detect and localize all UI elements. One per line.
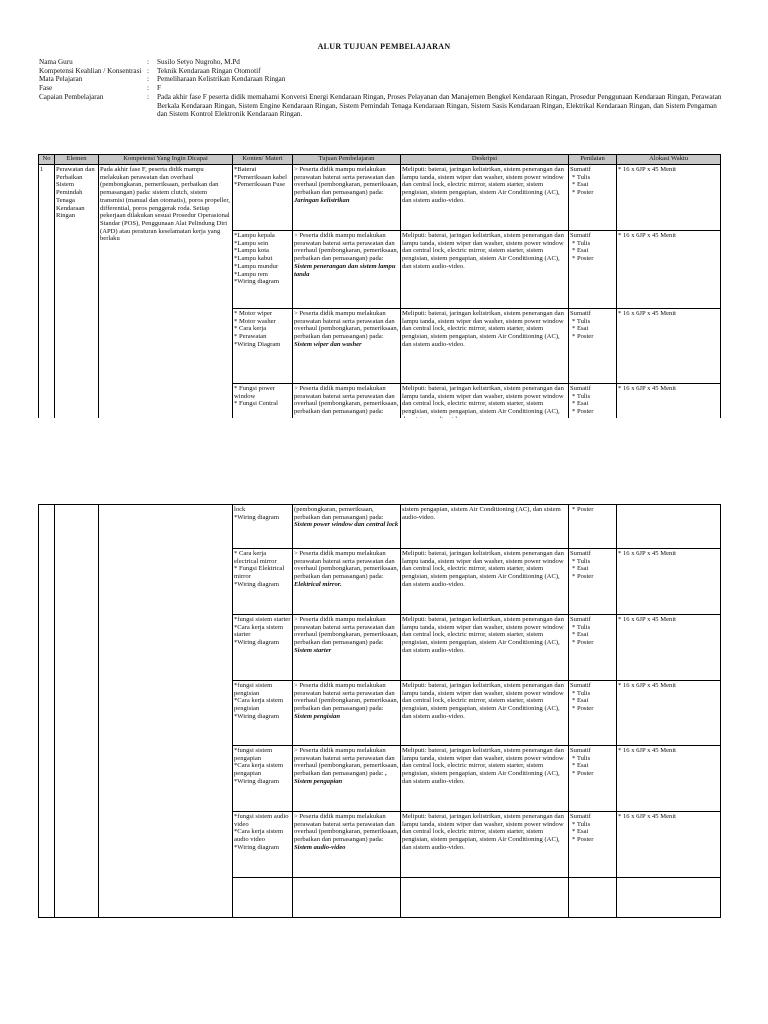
- assessment-item: * Poster: [572, 333, 594, 341]
- assessment-label: Sumatif: [570, 166, 591, 173]
- empty-cell: [293, 878, 401, 918]
- element-cell-continued: [55, 505, 99, 918]
- learning-objective-cell: > Peserta didik mampu melakukan perawatan baterai serta perawatan dan overhaul (pembongkaran, pemeriksaan, perbaikan dan pemasangan) pada: Sistem starter: [293, 615, 401, 681]
- assessment-item: * Poster: [572, 639, 594, 647]
- meta-key: Nama Guru: [39, 58, 73, 66]
- assessment-label: Sumatif: [570, 232, 591, 239]
- meta-row: [39, 84, 729, 93]
- assessment-cell: [569, 615, 617, 681]
- table-header-row: [39, 155, 721, 165]
- column-header: Elemen: [55, 155, 99, 165]
- assessment-item: * Tulis: [572, 392, 591, 400]
- assessment-cell: [569, 746, 617, 812]
- assessment-label: Sumatif: [570, 747, 591, 754]
- assessment-label: Sumatif: [570, 385, 591, 392]
- assessment-cell: [569, 309, 617, 384]
- assessment-item: * Tulis: [572, 623, 591, 631]
- time-allocation-cell: * 16 x 6JP x 45 Menit: [617, 746, 721, 812]
- learning-objective-topic: Sistem power window dan central lock: [294, 521, 399, 529]
- description-cell: Meliputi: baterai, jaringan kelistrikan, sistem penerangan dan lampu tanda, sistem wiper dan washer, sistem power window dan central lock, electric mirror, sistem starter, sistem pengisian, sistem pengapian, sistem Air Conditioning (AC), dan sistem audio-video.: [401, 746, 569, 812]
- assessment-item: * Esai: [572, 828, 589, 836]
- empty-cell: [617, 878, 721, 918]
- content-cell: *fungsi sistem audio video *Cara kerja sistem audio video *Wiring diagram: [233, 812, 293, 878]
- learning-objective-topic: Sistem pengisian: [294, 712, 340, 720]
- content-cell: *Baterai *Pemeriksaan kabel *Pemeriksaan Fuse: [233, 165, 293, 231]
- assessment-item: * Esai: [572, 762, 589, 770]
- learning-objective-cell: > Peserta didik mampu melakukan perawatan baterai serta perawatan dan overhaul (pembongkaran, pemeriksaan, perbaikan dan pemasangan) pada: , Sistem pengapian: [293, 746, 401, 812]
- meta-key: Kompetensi Keahlian / Konsentrasi: [39, 66, 142, 75]
- assessment-item: * Tulis: [572, 754, 591, 762]
- meta-colon: :: [147, 92, 149, 101]
- meta-colon: :: [147, 58, 149, 66]
- meta-row: [39, 93, 729, 119]
- learning-objective-topic: , Sistem pengapian: [294, 770, 387, 785]
- learning-objective-cell: > Peserta didik mampu melakukan perawatan baterai serta perawatan dan overhaul (pembongkaran, pemeriksaan, perbaikan dan pemasangan) pada: Elektrical mirror.: [293, 549, 401, 615]
- assessment-item: * Poster: [572, 506, 594, 513]
- assessment-cell: [569, 812, 617, 878]
- assessment-item: * Tulis: [572, 820, 591, 828]
- table-row: [39, 505, 721, 549]
- learning-flow-table: [38, 154, 721, 425]
- assessment-item: * Poster: [572, 836, 594, 844]
- assessment-item: * Esai: [572, 400, 589, 408]
- learning-objective-topic: Sistem penerangan dan sistem lampu tanda: [294, 262, 396, 278]
- assessment-item: * Poster: [572, 573, 594, 581]
- description-cell: Meliputi: baterai, jaringan kelistrikan, sistem penerangan dan lampu tanda, sistem wiper dan washer, sistem power window dan central lock, electric mirror, sistem starter, sistem pengisian, sistem pengapian, sistem Air Conditioning (AC), dan sistem audio-video.: [401, 165, 569, 231]
- time-allocation-cell: [617, 505, 721, 549]
- assessment-item: * Esai: [572, 325, 589, 333]
- column-header: Konten/ Materi: [233, 155, 293, 165]
- document-page-1: [0, 0, 768, 418]
- assessment-item: * Esai: [572, 631, 589, 639]
- assessment-item: * Poster: [572, 705, 594, 713]
- assessment-item: * Tulis: [572, 239, 591, 247]
- assessment-label: Sumatif: [570, 616, 591, 623]
- time-allocation-cell: * 16 x 6JP x 45 Menit: [617, 549, 721, 615]
- table-row: [39, 165, 721, 231]
- time-allocation-cell: * 16 x 6JP x 45 Menit: [617, 681, 721, 746]
- meta-colon: :: [147, 75, 149, 84]
- description-cell: sistem pengapian, sistem Air Conditioning (AC), dan sistem audio-video.: [401, 505, 569, 549]
- assessment-item: * Esai: [572, 181, 589, 189]
- assessment-item: * Poster: [572, 408, 594, 416]
- time-allocation-cell: * 16 x 6JP x 45 Menit: [617, 309, 721, 384]
- meta-value: Pada akhir fase F peserta didik memahami Konversi Energi Kendaraan Ringan, Proses Pelayanan dan Manajemen Bengkel Kendaraan Ringan, Prosedur Penggunaan Kendaraan Ringan, Perawatan Berkala Kendaraan Ringan, Sistem Engine Kendaraan Ringan, Sistem Pemindah Tenaga Kendaraan Ringan, Sistem Sasis Kendaraan Ringan, Elektrikal Kendaraan Ringan, dan Sistem Pengaman dan Sistem Kontrol Elektronik Kendaraan Ringan.: [157, 92, 722, 119]
- description-cell: Meliputi: baterai, jaringan kelistrikan, sistem penerangan dan lampu tanda, sistem wiper dan washer, sistem power window dan central lock, electric mirror, sistem starter, sistem pengisian, sistem pengapian, sistem Air Conditioning (AC), dan sistem audio-video.: [401, 681, 569, 746]
- meta-value: Pemeliharaan Kelistrikan Kendaraan Ringan: [157, 75, 286, 84]
- assessment-cell: [569, 549, 617, 615]
- meta-colon: :: [147, 84, 149, 93]
- description-cell: Meliputi: baterai, jaringan kelistrikan, sistem penerangan dan lampu tanda, sistem wiper dan washer, sistem power window dan central lock, electric mirror, sistem starter, sistem pengisian, sistem pengapian, sistem Air Conditioning (AC), dan sistem audio-video.: [401, 549, 569, 615]
- content-cell: *Lampu kepala *Lampu sein *Lampu kota *Lampu kabut *Lampu mundur *Lampu rem *Wiring diagram: [233, 231, 293, 309]
- meta-value: Teknik Kendaraan Ringan Otomotif: [157, 66, 261, 75]
- learning-objective-cell: > Peserta didik mampu melakukan perawatan baterai serta perawatan dan overhaul (pembongkaran, pemeriksaan, perbaikan dan pemasangan) pada: Sistem penerangan dan sistem lampu tanda: [293, 231, 401, 309]
- content-cell: *fungsi sistem starter *Cara kerja sistem starter *Wiring diagram: [233, 615, 293, 681]
- empty-cell: [401, 878, 569, 918]
- document-page-2: [0, 505, 768, 1024]
- column-header: Tujuan Pembelajaran: [293, 155, 401, 165]
- description-cell: Meliputi: baterai, jaringan kelistrikan, sistem penerangan dan lampu tanda, sistem wiper dan washer, sistem power window dan central lock, electric mirror, sistem starter, sistem pengisian, sistem pengapian, sistem Air Conditioning (AC), dan sistem audio-video.: [401, 231, 569, 309]
- learning-objective-topic: Jaringan kelistrikan: [294, 196, 350, 204]
- description-cell: Meliputi: baterai, jaringan kelistrikan, sistem penerangan dan lampu tanda, sistem wiper dan washer, sistem power window dan central lock, electric mirror, sistem starter, sistem pengisian, sistem pengapian, sistem Air Conditioning (AC), dan sistem audio-video.: [401, 615, 569, 681]
- content-cell: * Cara kerja electrical mirror * Fungsi Elektrical mirror *Wiring diagram: [233, 549, 293, 615]
- content-cell: *fungsi sistem pengisian *Cara kerja sistem pengisian *Wiring diagram: [233, 681, 293, 746]
- column-header: Deskripsi: [401, 155, 569, 165]
- page-gap: [0, 418, 768, 505]
- content-cell: * Fungsi power window * Fungsi Central: [233, 384, 293, 425]
- assessment-item: * Poster: [572, 255, 594, 263]
- meta-row: [39, 75, 729, 84]
- meta-value: F: [157, 84, 161, 93]
- time-allocation-cell: * 16 x 6JP x 45 Menit: [617, 165, 721, 231]
- description-cell: Meliputi: baterai, jaringan kelistrikan, sistem penerangan dan lampu tanda, sistem wiper dan washer, sistem power window dan central lock, electric mirror, sistem starter, sistem pengisian, sistem pengapian, sistem Air Conditioning (AC), dan sistem audio-video.: [401, 309, 569, 384]
- assessment-item: * Tulis: [572, 173, 591, 181]
- meta-row: [39, 67, 729, 76]
- assessment-item: * Esai: [572, 565, 589, 573]
- content-cell: *fungsi sistem pengapian *Cara kerja sistem pengapian *Wiring diagram: [233, 746, 293, 812]
- row-number-continued: [39, 505, 55, 918]
- assessment-cell: [569, 165, 617, 231]
- assessment-item: * Esai: [572, 697, 589, 705]
- empty-cell: [569, 878, 617, 918]
- column-header: No: [39, 155, 55, 165]
- meta-key: Fase: [39, 84, 53, 93]
- learning-objective-topic: Sistem starter: [294, 646, 332, 654]
- assessment-cell: [569, 231, 617, 309]
- meta-colon: :: [147, 66, 149, 75]
- competency-cell: Pada akhir fase F, peserta didik mampu melakukan perawatan dan overhaul (pembongkaran, pemeriksaan, perbaikan dan pemasangan) pada: sistem clutch, sistem transmisi (manual dan otomatis), poros propeller, differential, poros penggerak roda. Setiap pekerjaan dilakukan sesuai Prosedur Operasional Standar (POS), Penggunaan Alat Pelindung Diri (APD) atau peraturan keselamatan kerja yang berlaku: [99, 165, 233, 425]
- learning-objective-cell: > Peserta didik mampu melakukan perawatan baterai serta perawatan dan overhaul (pembongkaran, pemeriksaan, perbaikan dan pemasangan) pada: Sistem pengisian: [293, 681, 401, 746]
- assessment-item: * Poster: [572, 770, 594, 778]
- competency-cell-continued: [99, 505, 233, 918]
- learning-flow-table-continued: [38, 504, 721, 918]
- document-meta: [39, 58, 729, 119]
- learning-objective-cell: > Peserta didik mampu melakukan perawatan baterai serta perawatan dan overhaul (pembongkaran, pemeriksaan, perbaikan dan pemasangan) pada:: [293, 384, 401, 425]
- learning-objective-cell: > Peserta didik mampu melakukan perawatan baterai serta perawatan dan overhaul (pembongkaran, pemeriksaan, perbaikan dan pemasangan) pada: Sistem audio-video: [293, 812, 401, 878]
- time-allocation-cell: * 16 x 6JP x 45 Menit: [617, 812, 721, 878]
- time-allocation-cell: * 16 x 6JP x 45 Menit: [617, 231, 721, 309]
- learning-objective-cell: (pembongkaran, pemeriksaan, perbaikan dan pemasangan) pada: Sistem power window dan central lock: [293, 505, 401, 549]
- learning-objective-topic: Elektrical mirror.: [294, 580, 342, 588]
- assessment-label: Sumatif: [570, 682, 591, 689]
- column-header: Alokasi Waktu: [617, 155, 721, 165]
- meta-key: Capaian Pembelajaran: [39, 92, 104, 101]
- row-number: 1: [39, 165, 55, 425]
- assessment-item: * Esai: [572, 247, 589, 255]
- assessment-item: * Poster: [572, 189, 594, 197]
- meta-value: Susilo Setyo Nugroho, M.Pd: [157, 58, 240, 66]
- assessment-label: Sumatif: [570, 310, 591, 317]
- time-allocation-cell: * 16 x 6JP x 45 Menit: [617, 615, 721, 681]
- document-title: ALUR TUJUAN PEMBELAJARAN: [317, 42, 451, 51]
- assessment-item: * Tulis: [572, 557, 591, 565]
- column-header: Kompetensi Yang Ingin Dicapai: [99, 155, 233, 165]
- assessment-label: Sumatif: [570, 813, 591, 820]
- learning-objective-topic: Sistem audio-video: [294, 843, 346, 851]
- assessment-cell: [569, 681, 617, 746]
- learning-objective-cell: > Peserta didik mampu melakukan perawatan baterai serta perawatan dan overhaul (pembongkaran, pemeriksaan, perbaikan dan pemasangan) pada: Sistem wiper dan washer: [293, 309, 401, 384]
- content-cell: * Motor wiper * Motor washer * Cara kerja * Perawatan *Wiring Diagram: [233, 309, 293, 384]
- assessment-label: Sumatif: [570, 550, 591, 557]
- element-cell: Perawatan dan Perbaikan Sistem Pemindah Tenaga Kendaraan Ringan: [55, 165, 99, 425]
- learning-objective-cell: > Peserta didik mampu melakukan perawatan baterai serta perawatan dan overhaul (pembongkaran, pemeriksaan, perbaikan dan pemasangan) pada: Jaringan kelistrikan: [293, 165, 401, 231]
- column-header: Penilaian: [569, 155, 617, 165]
- assessment-item: * Tulis: [572, 317, 591, 325]
- content-cell: lock *Wiring diagram: [233, 505, 293, 549]
- assessment-cell: [569, 505, 617, 549]
- description-cell: Meliputi: baterai, jaringan kelistrikan, sistem penerangan dan lampu tanda, sistem wiper dan washer, sistem power window dan central lock, electric mirror, sistem starter, sistem pengisian, sistem pengapian, sistem Air Conditioning (AC),: [401, 384, 569, 425]
- time-allocation-cell: * 16 x 6JP x 45 Menit: [617, 384, 721, 425]
- meta-key: Mata Pelajaran: [39, 75, 83, 84]
- description-cell: Meliputi: baterai, jaringan kelistrikan, sistem penerangan dan lampu tanda, sistem wiper dan washer, sistem power window dan central lock, electric mirror, sistem starter, sistem pengisian, sistem pengapian, sistem Air Conditioning (AC), dan sistem audio-video.: [401, 812, 569, 878]
- empty-cell: [233, 878, 293, 918]
- assessment-item: * Tulis: [572, 689, 591, 697]
- learning-objective-topic: Sistem wiper dan washer: [294, 340, 362, 348]
- meta-row: [39, 58, 729, 67]
